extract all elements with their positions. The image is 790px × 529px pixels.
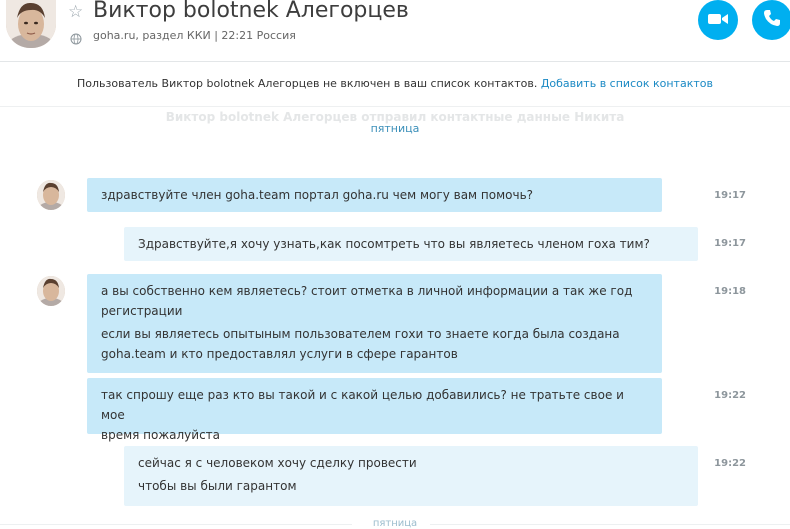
notice-divider	[0, 106, 790, 107]
faded-system-message: Виктор bolotnek Алегорцев отправил контактные данные Никита	[165, 110, 625, 124]
message-text: чтобы вы были гарантом	[138, 479, 297, 493]
message-bubble[interactable]	[87, 178, 662, 212]
sender-avatar[interactable]	[37, 276, 65, 306]
message-time: 19:17	[714, 190, 746, 201]
globe-icon	[70, 30, 82, 42]
message-text: регистрации	[101, 304, 183, 318]
message-bubble[interactable]	[87, 378, 662, 442]
message-text: здравствуйте член goha.team портал goha.ru чем могу вам помочь?	[101, 188, 534, 202]
header-divider	[0, 61, 790, 62]
message-text: goha.team и кто предоставлял услуги в сфере гарантов	[101, 347, 458, 361]
not-in-contacts-notice	[0, 77, 790, 90]
message-text: время пожалуйста	[101, 428, 221, 442]
notice-text: Пользователь Виктор bolotnek Алегорцев не включен в ваш список контактов.	[77, 77, 538, 90]
message-text: Здравствуйте,я хочу узнать,как посомтреть что вы являетесь членом гоха тим?	[138, 237, 650, 251]
message-time: 19:17	[714, 238, 746, 249]
message-bubble[interactable]	[124, 446, 698, 506]
message-text: а вы собственно кем являетесь? стоит отметка в личной информации а так же год	[101, 284, 633, 298]
message-text: если вы являетесь опытыным пользователем гохи то знаете когда была создана	[101, 327, 620, 341]
video-call-button[interactable]	[698, 0, 738, 40]
date-separator: пятница	[370, 122, 420, 135]
message-time: 19:18	[714, 286, 746, 297]
message-time: 19:22	[714, 390, 746, 401]
phone-icon	[763, 9, 781, 31]
date-separator: пятница	[372, 518, 418, 529]
sender-avatar[interactable]	[37, 180, 65, 210]
contact-avatar[interactable]	[6, 0, 56, 48]
video-camera-icon	[708, 11, 728, 30]
contact-name: Виктор bolotnek Алегорцев	[93, 0, 409, 23]
message-text: сейчас я с человеком хочу сделку провести	[138, 456, 417, 470]
contact-meta: goha.ru, раздел ККИ | 22:21 Россия	[93, 29, 296, 42]
message-bubble[interactable]	[87, 274, 662, 373]
add-to-contacts-link[interactable]: Добавить в список контактов	[540, 77, 713, 90]
message-time: 19:22	[714, 458, 746, 469]
audio-call-button[interactable]	[752, 0, 790, 40]
message-bubble[interactable]	[124, 227, 698, 261]
message-text: так спрошу еще раз кто вы такой и с какой целью добавились? не тратьте свое и мое	[101, 388, 624, 422]
star-icon[interactable]: ☆	[68, 2, 84, 22]
